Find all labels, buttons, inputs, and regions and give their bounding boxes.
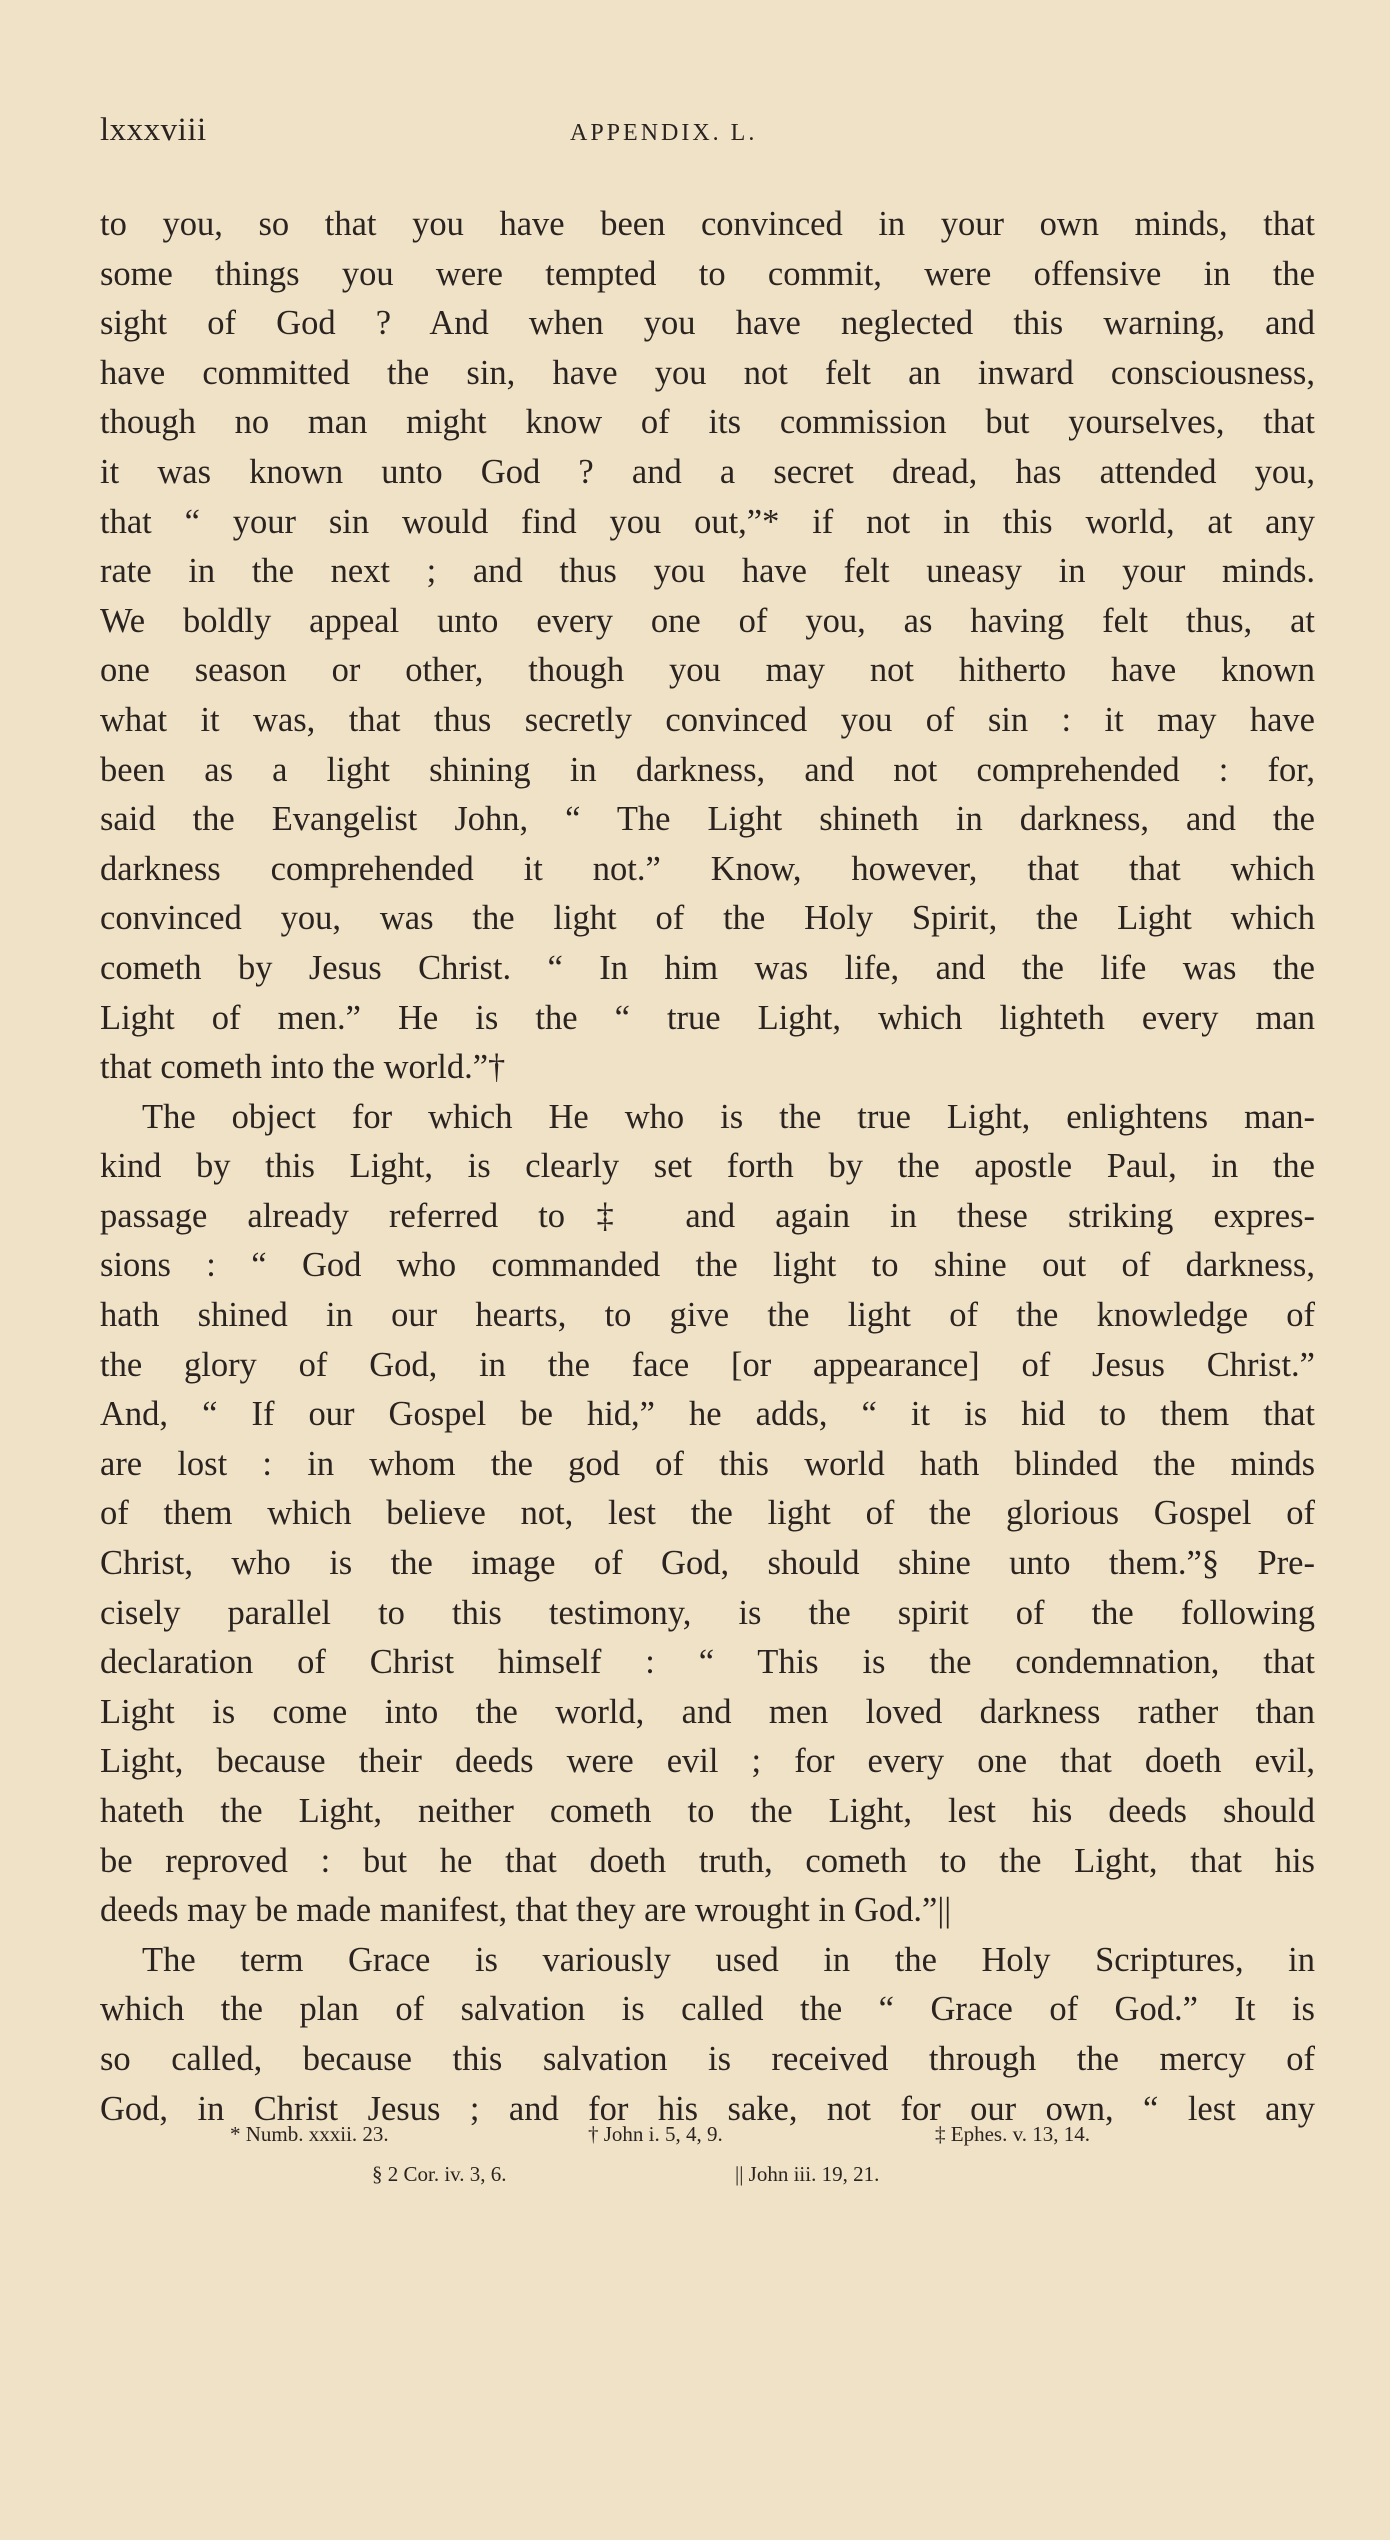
footnote-row — [230, 2122, 1230, 2162]
text-line: are lost : in whom the god of this world hath blinded the minds — [100, 1444, 1315, 1483]
footnote-john-3: || John iii. 19, 21. — [735, 2162, 880, 2186]
text-line: what it was, that thus secretly convinced you of sin : it may have — [100, 700, 1315, 739]
text-line: that cometh into the world.”† — [100, 1048, 506, 1087]
text-line: declaration of Christ himself : “ This is the condemnation, that — [100, 1643, 1315, 1682]
text-line: darkness comprehended it not.” Know, however, that that which — [100, 849, 1315, 888]
text-line: have committed the sin, have you not felt an inward consciousness, — [100, 353, 1315, 392]
text-line: convinced you, was the light of the Holy Spirit, the Light which — [100, 899, 1315, 938]
text-line: The object for which He who is the true Light, enlightens man- — [142, 1097, 1315, 1136]
text-line: kind by this Light, is clearly set forth by the apostle Paul, in the — [100, 1147, 1315, 1186]
text-line: Light of men.” He is the “ true Light, which lighteth every man — [100, 998, 1315, 1037]
footnote-numb: * Numb. xxxii. 23. — [230, 2122, 389, 2146]
text-line: said the Evangelist John, “ The Light shineth in darkness, and the — [100, 800, 1315, 839]
text-line: that “ your sin would find you out,”* if not in this world, at any — [100, 502, 1315, 541]
text-line: sight of God ? And when you have neglected this warning, and — [100, 304, 1315, 343]
text-line: Light is come into the world, and men loved darkness rather than — [100, 1692, 1315, 1731]
text-line: so called, because this salvation is received through the mercy of — [100, 2039, 1315, 2078]
text-line: hateth the Light, neither cometh to the Light, lest his deeds should — [100, 1792, 1315, 1830]
text-line: passage already referred to‡ and again in these striking expres- — [100, 1196, 1315, 1235]
text-line: to you, so that you have been convinced in your own minds, that — [100, 205, 1315, 243]
text-line: rate in the next ; and thus you have felt uneasy in your minds. — [100, 552, 1315, 591]
text-line: which the plan of salvation is called the “ Grace of God.” It is — [100, 1990, 1315, 2029]
footnote-john-1: † John i. 5, 4, 9. — [588, 2122, 723, 2146]
footnote-cor: § 2 Cor. iv. 3, 6. — [372, 2162, 507, 2186]
text-line: sions : “ God who commanded the light to shine out of darkness, — [100, 1246, 1315, 1285]
text-line: Christ, who is the image of God, should shine unto them.”§ Pre- — [100, 1544, 1315, 1583]
footnote-ephes: ‡ Ephes. v. 13, 14. — [935, 2122, 1090, 2146]
text-line: be reproved : but he that doeth truth, cometh to the Light, that his — [100, 1841, 1315, 1880]
text-line: cisely parallel to this testimony, is the spirit of the following — [100, 1593, 1315, 1632]
body-text — [100, 200, 1315, 2134]
running-head: APPENDIX. L. — [570, 120, 758, 146]
text-line: deeds may be made manifest, that they are wrought in God.”|| — [100, 1891, 952, 1930]
footnote-row — [230, 2162, 1230, 2202]
text-line: God, in Christ Jesus ; and for his sake, not for our own, “ lest any — [100, 2089, 1315, 2128]
text-line: And, “ If our Gospel be hid,” he adds, “ it is hid to them that — [100, 1395, 1315, 1434]
text-line: the glory of God, in the face [or appearance] of Jesus Christ.” — [100, 1345, 1315, 1384]
page-number: lxxxviii — [100, 112, 207, 148]
text-line: been as a light shining in darkness, and not comprehended : for, — [100, 750, 1315, 789]
text-line: The term Grace is variously used in the Holy Scriptures, in — [142, 1940, 1315, 1979]
text-line: one season or other, though you may not hitherto have known — [100, 651, 1315, 690]
text-line: Light, because their deeds were evil ; for every one that doeth evil, — [100, 1742, 1315, 1781]
footnotes — [230, 2122, 1230, 2202]
page-header — [100, 112, 1315, 162]
text-line: hath shined in our hearts, to give the light of the knowledge of — [100, 1296, 1315, 1335]
text-line: We boldly appeal unto every one of you, as having felt thus, at — [100, 601, 1315, 640]
text-line: though no man might know of its commission but yourselves, that — [100, 403, 1315, 442]
text-line: it was known unto God ? and a secret dread, has attended you, — [100, 452, 1315, 491]
text-line: of them which believe not, lest the light of the glorious Gospel of — [100, 1494, 1315, 1533]
text-line: some things you were tempted to commit, were offensive in the — [100, 254, 1315, 293]
text-line: cometh by Jesus Christ. “ In him was life, and the life was the — [100, 948, 1315, 987]
